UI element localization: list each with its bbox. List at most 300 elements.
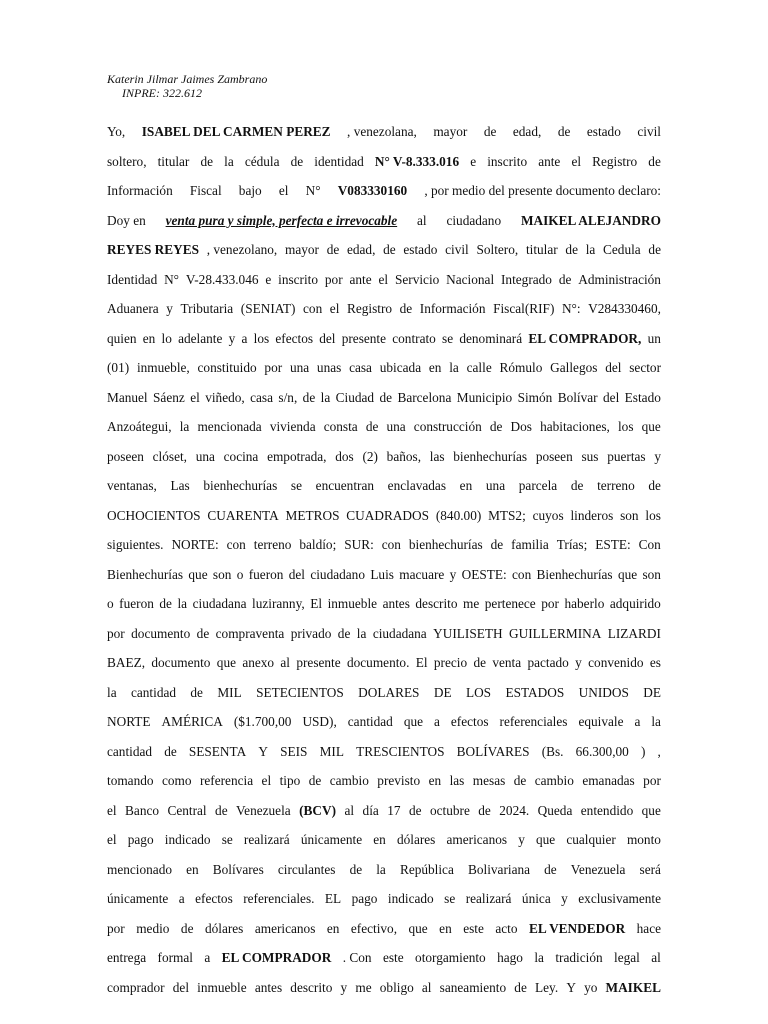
body-text-segment: Banco [125,802,160,818]
body-text-segment: Queda [537,802,573,818]
body-text-segment: la [177,596,188,611]
body-text-segment: Las [170,478,190,493]
body-text-segment: los [645,507,661,523]
body-text-segment: me [355,979,372,995]
body-text-segment: unas [316,360,342,375]
body-text-segment: en [428,360,442,375]
body-text-segment: la [224,153,234,169]
body-line [107,766,661,796]
body-text-segment: fueron [248,566,284,582]
body-text-segment: Venezuela [570,861,626,877]
body-text-segment: venta pura y simple, perfecta e irrevocable [165,212,398,228]
body-text-segment: de [565,242,578,257]
body-line [107,973,661,1003]
body-text-segment: ciudadano [446,212,502,228]
body-line [107,442,661,472]
body-text-segment: empotrada, [267,448,327,464]
body-text-segment: enclavadas [387,478,446,493]
body-line [107,206,661,236]
body-line [107,147,661,177]
body-text-segment: MTS2; [488,507,526,523]
body-text-segment: en [459,478,473,493]
body-text-segment: habitaciones, [540,419,610,434]
body-text-segment: en [186,861,199,877]
body-text-segment: se [221,832,233,847]
body-text-segment: mencionada [197,419,262,434]
body-text-segment: de [489,419,503,434]
body-text-segment: con [512,566,532,582]
body-text-segment: del [605,360,622,375]
body-text-segment: de [513,773,527,788]
body-line [107,294,661,324]
body-text-segment: y [575,655,582,670]
body-text-segment: de [308,773,322,788]
body-text-segment: consta [323,419,358,434]
body-text-segment: constituido [197,360,257,375]
body-text-segment: precio [433,655,468,670]
body-line [107,324,661,354]
body-text-segment: (SENIAT) [240,301,296,316]
body-text-segment: realizará [465,891,512,906]
body-text-segment: cantidad [130,684,177,700]
body-line [107,619,661,649]
body-text-segment: referenciales [499,714,568,729]
body-text-segment: pago [127,832,154,847]
body-text-segment: inmueble [327,596,378,611]
body-text-segment: dos [335,448,354,464]
body-text-segment: americanos [446,832,508,847]
body-text-segment: efectos [195,891,233,906]
body-text-segment: Simón [517,389,553,405]
body-text-segment: con [381,537,401,552]
body-text-segment: tradición [555,950,603,965]
body-text-segment: SETECIENTOS [256,684,344,700]
body-text-segment: o [236,566,244,582]
body-text-segment: de [570,478,584,493]
body-text-segment: N°: [561,301,581,316]
body-text-segment: en [428,773,442,788]
body-text-segment: de [483,124,497,139]
body-text-segment: la [107,684,117,700]
body-text-segment: compraventa [215,625,285,641]
body-text-segment: pactado [527,655,569,670]
body-text-segment: denominará [459,330,523,346]
body-text-segment: se [442,330,454,346]
body-text-segment: el [190,389,200,405]
body-text-segment: pago [351,891,378,906]
body-text-segment: YUILISETH [433,625,503,641]
body-line [107,707,661,737]
body-text-segment: Servicio [394,271,440,287]
body-text-segment: Yo, [107,124,126,139]
body-text-segment: al [421,979,432,995]
body-text-segment: REYES REYES [107,242,200,257]
body-text-segment: que [535,832,556,847]
body-text-segment: en [373,832,386,847]
body-text-segment: BAEZ, [107,655,146,670]
body-text-segment: a [241,330,248,346]
body-text-segment: por [324,271,343,287]
body-text-segment: ESTE: [595,537,631,552]
body-text-segment: únicamente [107,891,169,906]
body-text-segment: efectivo, [350,920,398,936]
body-text-segment: otorgamiento [415,950,486,965]
body-text-segment: referenciales. [243,891,315,906]
body-text-segment: efectos [275,330,314,346]
body-text-segment: soltero, [107,153,147,169]
body-text-segment: estado [586,124,621,139]
body-text-segment: únicamente [300,832,363,847]
body-text-segment: titular [157,153,190,169]
body-text-segment: las [449,773,465,788]
body-text-segment: quien [107,330,137,346]
body-text-segment: dólares [204,920,244,936]
body-text-segment: la [376,861,386,877]
body-text-segment: descrito [415,596,458,611]
body-text-segment: convenido [588,655,644,670]
body-text-segment: de [399,301,413,316]
body-text-segment: 17 [387,802,401,818]
body-text-segment: sus [581,448,599,464]
body-text-segment: que [617,566,638,582]
body-text-segment: mayor [433,124,468,139]
body-text-segment: yo [584,979,598,995]
body-text-segment: hace [636,920,661,936]
body-text-segment: de [200,153,214,169]
body-text-segment: siguientes. [107,537,164,552]
body-text-segment: presente [341,330,387,346]
body-text-segment: a [204,950,211,965]
body-text-segment: americanos [254,920,316,936]
body-text-segment: baños, [386,448,422,464]
body-text-segment: me [463,596,480,611]
body-text-segment: V-28.433.046 [185,271,259,287]
body-text-segment: V284330460, [588,301,661,316]
body-text-segment: República [399,861,454,877]
body-text-segment: e [470,153,477,169]
lawyer-inpre: INPRE: 322.612 [122,86,202,100]
body-text-segment: METROS [285,507,340,523]
body-text-segment: , venezolana, [347,124,417,139]
body-text-segment: CUARENTA [207,507,279,523]
body-text-segment: Central [167,802,207,818]
body-text-segment: Con [638,537,661,552]
body-text-segment: saneamiento [439,979,507,995]
body-text-segment: Tributaria [180,301,234,316]
body-line [107,501,661,531]
body-text-segment: bienhechurías [408,537,483,552]
body-line [107,678,661,708]
body-text-segment: Registro [346,301,393,316]
body-text-segment: el [329,301,340,316]
body-line [107,855,661,885]
body-text-segment: poseen [535,448,573,464]
body-text-segment: se [290,478,302,493]
body-text-segment: Soltero, [476,242,519,257]
body-text-segment: AMÉRICA [161,714,223,729]
body-text-segment: hago [497,950,523,965]
body-line [107,648,661,678]
body-text-segment: de [648,153,661,169]
body-text-segment: una [195,448,215,464]
body-text-segment: documento [131,625,191,641]
body-text-segment: de [473,655,487,670]
body-text-segment: cantidad [347,714,393,729]
body-text-segment: de [379,389,393,405]
body-text-segment: El [310,596,323,611]
body-text-segment: Registro [592,153,638,169]
body-text-segment: edad, [346,242,376,257]
body-text-segment: Anzoátegui, [107,419,172,434]
body-text-segment: OESTE: [461,566,507,582]
body-text-segment: cuyos [532,507,564,523]
body-text-segment: acto [495,920,518,936]
body-text-segment: sector [629,360,661,375]
body-text-segment: (2) [362,448,378,464]
body-text-segment: LOS [465,684,492,700]
body-text-segment: mesas [472,773,506,788]
body-text-segment: SESENTA [188,743,247,759]
body-line [107,265,661,295]
body-text-segment: Integrado [501,271,552,287]
body-text-segment: puertas [607,448,646,464]
body-text-segment: Bienhechurías [107,566,184,582]
body-text-segment: previsto [377,773,421,788]
body-text-segment: los [617,419,634,434]
body-text-segment: Nacional [446,271,495,287]
body-text-segment: formal [157,950,193,965]
body-text-segment: (BCV) [299,802,337,818]
body-text-segment: parcela [518,478,558,493]
body-text-segment: MAIKEL ALEJANDRO [520,212,661,228]
body-line [107,176,661,206]
body-text-segment: entrega [107,950,147,965]
body-text-segment: de [196,625,210,641]
body-text-segment: se [444,891,456,906]
body-text-segment: casa [349,360,372,375]
body-text-segment: del [603,389,620,405]
body-text-segment: de [383,242,396,257]
body-text-segment: día [362,802,379,818]
body-text-segment: Bienhechurías [536,566,613,582]
body-text-segment: ubicada [379,360,422,375]
body-text-segment: Y [258,743,268,759]
body-text-segment: haberlo [564,596,605,611]
body-text-segment: este [382,950,404,965]
body-line [107,589,661,619]
body-text-segment: N° [305,183,321,198]
body-text-segment: en [439,920,452,936]
body-text-segment: Luis [370,566,394,582]
body-text-segment: del [172,979,190,995]
body-text-segment: del [288,566,305,582]
body-text-segment: macuare [399,566,445,582]
body-line [107,884,661,914]
body-text-segment: emanadas [582,773,635,788]
body-text-segment: obligo [379,979,414,995]
body-text-segment: LIZARDI [607,625,661,641]
body-text-segment: de [349,861,363,877]
body-text-segment: estado [403,242,438,257]
body-text-segment: Bolívar [557,389,598,405]
body-text-segment: de [290,153,304,169]
body-text-segment: que [641,419,661,434]
body-text-segment: ciudadana [372,625,427,641]
body-text-segment: vivienda [269,419,316,434]
body-text-segment: dólares [396,832,436,847]
body-text-segment: indicado [164,832,211,847]
body-text-segment: s/n, [278,389,298,405]
body-text-segment: tomando [107,773,154,788]
body-text-segment: por [643,773,661,788]
body-line [107,530,661,560]
body-text-segment: será [639,861,661,877]
body-text-segment: luziranny, [252,596,305,611]
body-text-segment: este [463,920,484,936]
body-text-segment: adelante [178,330,223,346]
body-text-segment: de [365,419,379,434]
body-text-segment: entendido [580,802,634,818]
body-text-segment: bajo [238,183,262,198]
body-text-segment: MIL [217,684,242,700]
body-text-segment: y [561,891,568,906]
body-text-segment: y [654,448,661,464]
body-text-segment: DOLARES [358,684,420,700]
body-text-segment: Doy en [107,212,146,228]
body-text-segment: casa [250,389,274,405]
body-text-segment: al [417,212,427,228]
body-text-segment: construcción [413,419,482,434]
body-line [107,737,661,767]
body-text-segment: a [178,891,185,906]
body-line [107,235,661,265]
body-text-segment: V083330160 [337,183,408,198]
body-text-segment: en [142,330,156,346]
body-text-segment: Estado [624,389,661,405]
body-text-segment: civil [637,124,661,139]
body-text-segment: de [557,124,571,139]
body-text-segment: ante [349,271,372,287]
body-text-segment: de [514,979,527,995]
body-text-segment: DE [643,684,661,700]
body-text-segment: cambio [329,773,369,788]
body-text-segment: documento. [346,655,410,670]
body-text-segment: documento [151,655,211,670]
body-text-segment: ISABEL DEL CARMEN PEREZ [141,124,331,139]
body-text-segment: del [319,330,336,346]
body-text-segment: terreno [253,537,292,552]
body-text-segment: la [179,419,190,434]
body-text-segment: linderos [570,507,614,523]
body-text-segment: Administración [578,271,661,287]
body-text-segment: son [212,566,232,582]
body-text-segment: como [161,773,192,788]
body-text-segment: Manuel [107,389,148,405]
lawyer-name: Katerin Jilmar Jaimes Zambrano [107,72,268,86]
document-body [107,117,661,1002]
body-line [107,383,661,413]
body-text-segment: Sáenz [153,389,185,405]
body-text-segment: que [403,714,424,729]
body-text-segment: 2024. [499,802,530,818]
body-text-segment: ESTADOS [505,684,565,700]
body-text-segment: en [326,920,340,936]
body-text-segment: al [280,655,291,670]
body-line [107,825,661,855]
body-text-segment: única [521,891,551,906]
body-text-segment: por [107,625,125,641]
body-text-segment: privado [290,625,332,641]
body-text-segment: MAIKEL [605,979,661,995]
body-text-segment: Barcelona [397,389,452,405]
body-text-segment: . Con [342,950,372,965]
body-text-segment: realizará [243,832,290,847]
body-text-segment: de [558,271,572,287]
body-text-segment: a [634,714,641,729]
body-text-segment: NORTE: [171,537,219,552]
body-text-segment: y [166,301,173,316]
body-text-segment: comprador [107,979,165,995]
body-text-segment: de [544,861,557,877]
body-text-segment: calle [466,360,492,375]
body-text-segment: OCHOCIENTOS [107,507,201,523]
body-text-segment: MIL [319,743,344,759]
body-text-segment: por [107,920,125,936]
body-text-segment: pertenece [484,596,536,611]
body-line [107,117,661,147]
body-text-segment: bienhechurías [203,478,278,493]
body-text-segment: de [326,242,340,257]
body-text-segment: Dos [510,419,532,434]
body-text-segment: de [215,802,228,818]
body-text-segment: cantidad [107,743,153,759]
body-text-segment: antes [254,979,283,995]
body-text-segment: y [518,832,525,847]
body-text-segment: indicado [387,891,434,906]
body-text-segment: TRESCIENTOS [356,743,445,759]
body-text-segment: familia [511,537,549,552]
body-text-segment: inmueble, [136,360,190,375]
body-text-segment: la [320,389,331,405]
body-text-segment: al [344,802,355,818]
body-text-segment: El [415,655,428,670]
body-text-segment: clóset, [152,448,187,464]
body-text-segment: venta [492,655,522,670]
body-text-segment: legal [614,950,640,965]
body-text-segment: el [571,153,582,169]
body-text-segment: una [485,478,506,493]
body-text-segment: ciudadana [192,596,247,611]
body-text-segment: inmueble [197,979,247,995]
body-text-segment: por [541,596,559,611]
body-line [107,914,661,944]
body-text-segment: el [378,271,389,287]
body-text-segment: la [534,950,544,965]
body-text-segment: anexo [242,655,275,670]
body-text-segment: al [651,950,661,965]
body-text-segment: EL COMPRADOR [221,950,332,965]
body-text-segment: que [408,920,428,936]
body-text-segment: ciudadano [310,566,365,582]
body-text-segment: a [434,714,440,729]
document-header [107,72,267,100]
body-text-segment: civil [445,242,469,257]
body-text-segment: de [190,684,203,700]
body-text-segment: SEIS [280,743,308,759]
body-text-segment: poseen [107,448,144,464]
body-text-segment: Identidad [107,271,158,287]
body-text-segment: Trías; [556,537,588,552]
